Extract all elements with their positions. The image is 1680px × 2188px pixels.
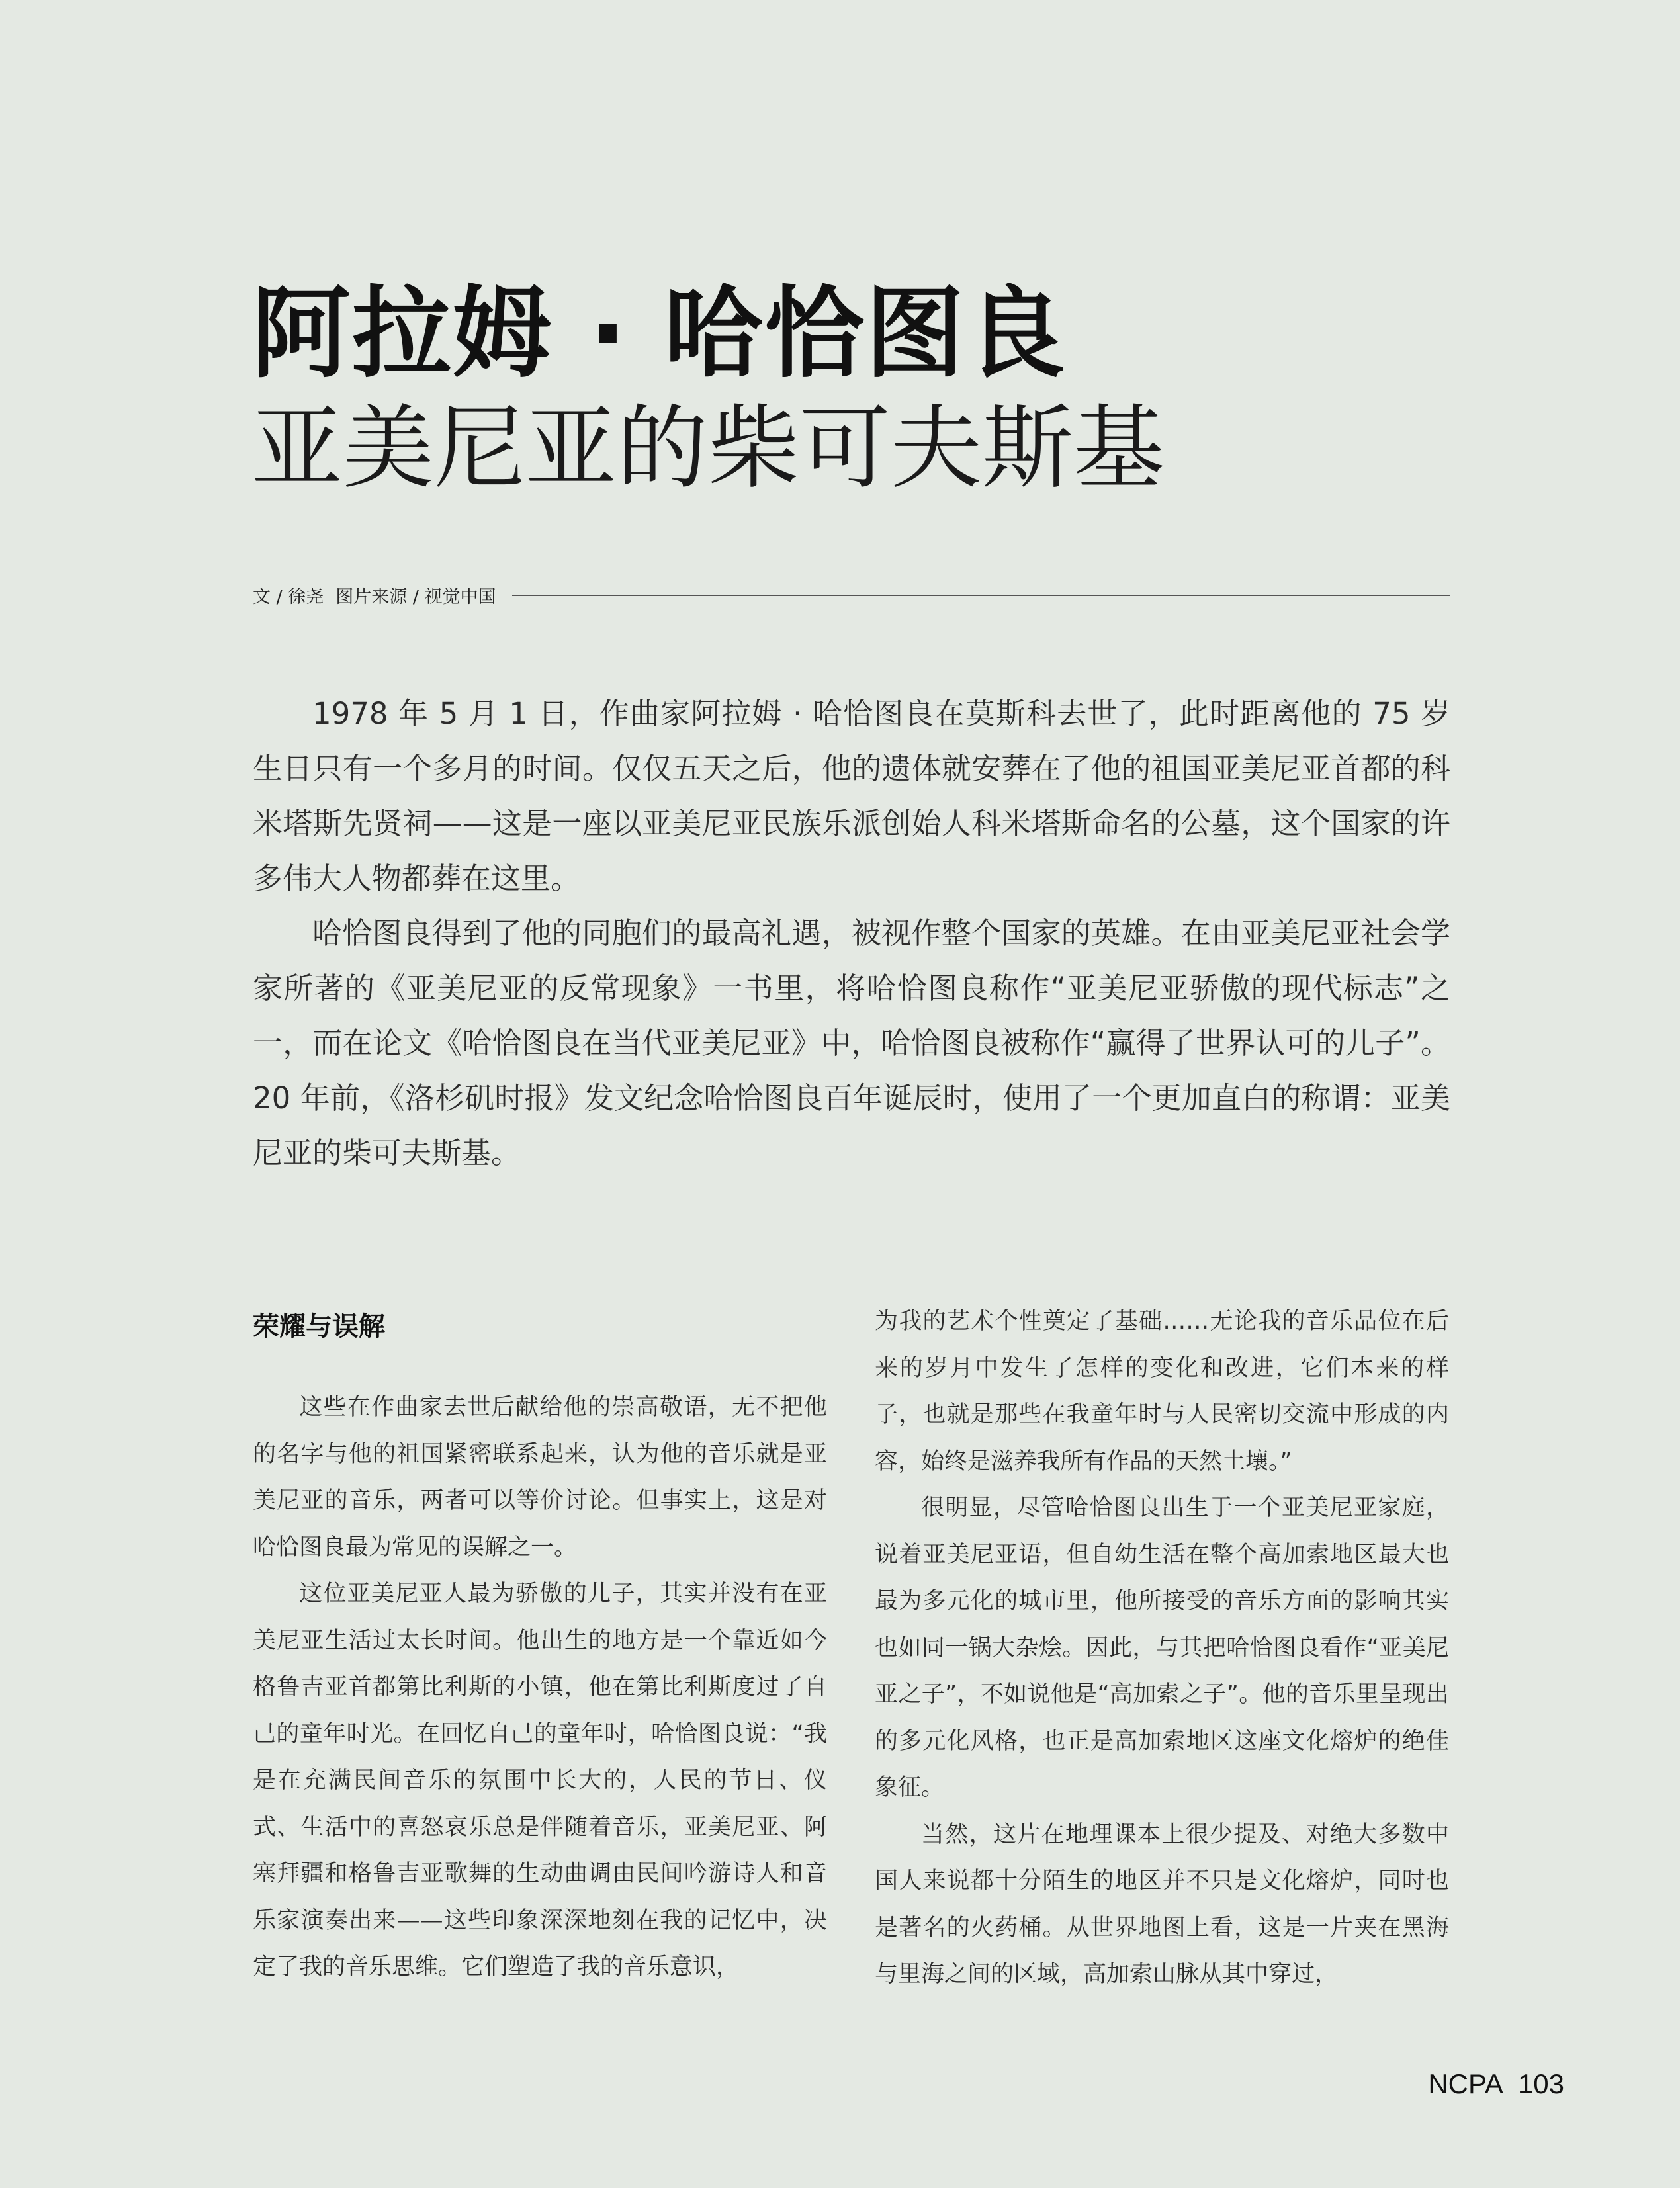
- body-paragraph-continuation: 为我的艺术个性奠定了基础……无论我的音乐品位在后来的岁月中发生了怎样的变化和改进，它们本来的样子，也就是那些在我童年时与人民密切交流中形成的内容，始终是滋养我所有作品的天然土壤。”: [875, 1308, 1449, 1475]
- author-credit: 文 / 徐尧: [253, 587, 324, 607]
- photo-credit: 图片来源 / 视觉中国: [335, 587, 496, 607]
- intro-paragraph: 1978 年 5 月 1 日，作曲家阿拉姆 · 哈恰图良在莫斯科去世了，此时距离他的 75 岁生日只有一个多月的时间。仅仅五天之后，他的遗体就安葬在了他的祖国亚美尼亚首都的科米塔斯先贤祠——这是一座以亚美尼亚民族乐派创始人科米塔斯命名的公墓，这个国家的许多伟大人物都葬在这里。: [253, 696, 1450, 896]
- section-heading: 荣耀与误解: [253, 1311, 385, 1342]
- body-paragraph: 当然，这片在地理课本上很少提及、对绝大多数中国人来说都十分陌生的地区并不只是文化熔炉，同时也是著名的火药桶。从世界地图上看，这是一片夹在黑海与里海之间的区域，高加索山脉从其中穿过，: [875, 1821, 1449, 1988]
- byline-rule: [512, 595, 1450, 596]
- intro-text: [253, 686, 1450, 1180]
- body-paragraph: 很明显，尽管哈恰图良出生于一个亚美尼亚家庭，说着亚美尼亚语，但自幼生活在整个高加索地区最大也最为多元化的城市里，他所接受的音乐方面的影响其实也如同一锅大杂烩。因此，与其把哈恰图良看作“亚美尼亚之子”，不如说他是“高加索之子”。他的音乐里呈现出的多元化风格，也正是高加索地区这座文化熔炉的绝佳象征。: [875, 1495, 1449, 1801]
- intro-paragraph: 哈恰图良得到了他的同胞们的最高礼遇，被视作整个国家的英雄。在由亚美尼亚社会学家所著的《亚美尼亚的反常现象》一书里，将哈恰图良称作“亚美尼亚骄傲的现代标志”之一，而在论文《哈恰图良在当代亚美尼亚》中，哈恰图良被称作“赢得了世界认可的儿子”。20 年前，《洛杉矶时报》发文纪念哈恰图良百年诞辰时，使用了一个更加直白的称谓：亚美尼亚的柴可夫斯基。: [253, 916, 1450, 1170]
- body-column-right: [875, 1298, 1449, 1998]
- credit-text: [253, 582, 496, 608]
- body-paragraph: 这位亚美尼亚人最为骄傲的儿子，其实并没有在亚美尼亚生活过太长时间。他出生的地方是一个靠近如今格鲁吉亚首都第比利斯的小镇，他在第比利斯度过了自己的童年时光。在回忆自己的童年时，哈恰图良说：“我是在充满民间音乐的氛围中长大的，人民的节日、仪式、生活中的喜怒哀乐总是伴随着音乐，亚美尼亚、阿塞拜疆和格鲁吉亚歌舞的生动曲调由民间吟游诗人和音乐家演奏出来——这些印象深深地刻在我的记忆中，决定了我的音乐思维。它们塑造了我的音乐意识，: [253, 1581, 827, 1980]
- page-number: 103: [1517, 2068, 1564, 2099]
- body-column-left: [253, 1298, 827, 1991]
- byline: [253, 582, 1450, 608]
- page-footer: [1428, 2068, 1564, 2100]
- magazine-name: NCPA: [1428, 2068, 1503, 2099]
- body-paragraph: 这些在作曲家去世后献给他的崇高敬语，无不把他的名字与他的祖国紧密联系起来，认为他的音乐就是亚美尼亚的音乐，两者可以等价讨论。但事实上，这是对哈恰图良最为常见的误解之一。: [253, 1394, 827, 1561]
- article-subtitle: 亚美尼亚的柴可夫斯基: [251, 395, 1165, 502]
- article-title: 阿拉姆 · 哈恰图良: [251, 277, 1067, 392]
